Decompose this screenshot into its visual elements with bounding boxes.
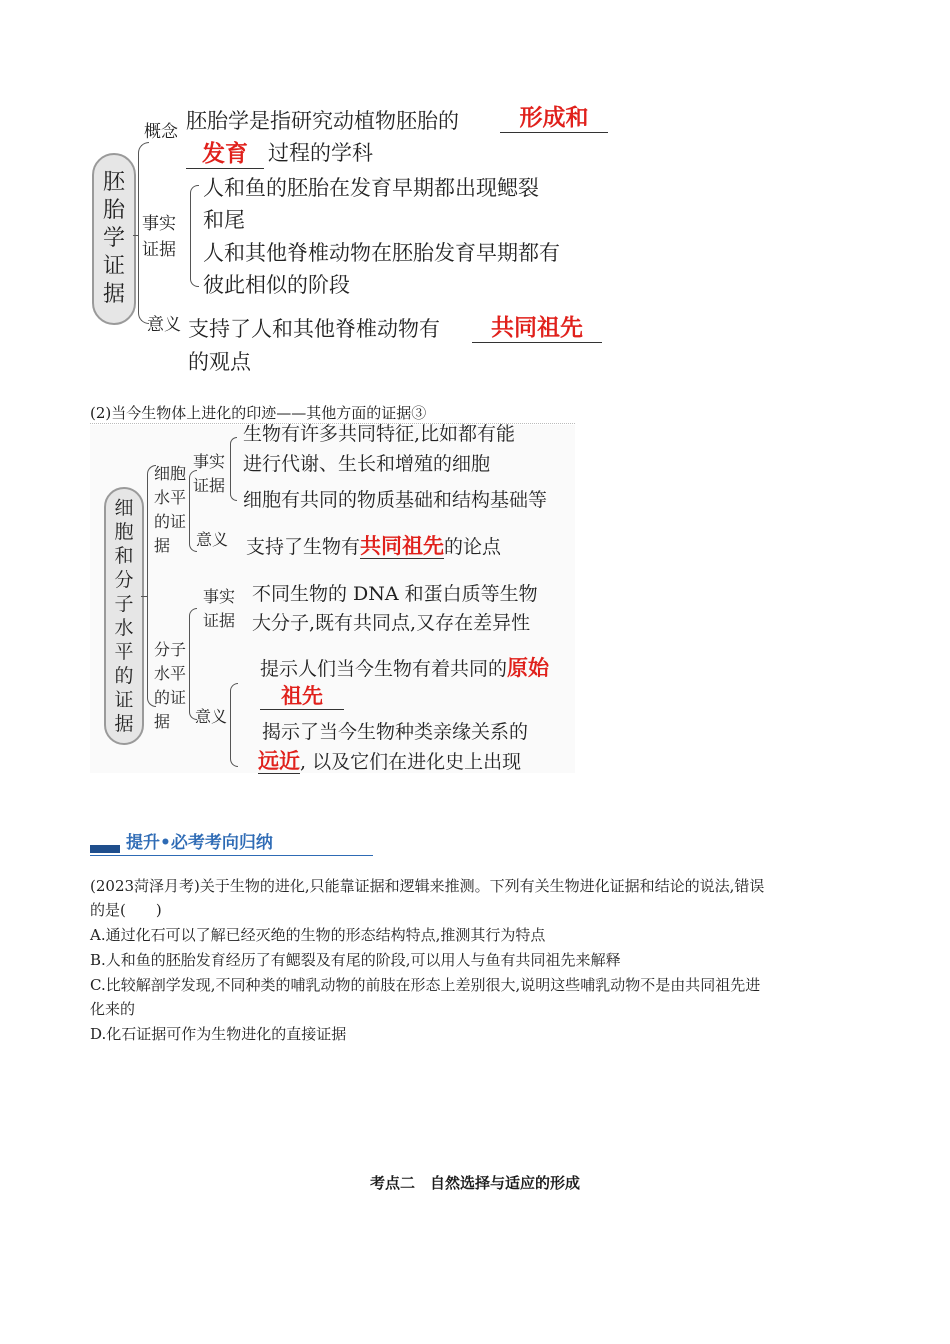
concept-answer-2: 发育 xyxy=(186,140,264,169)
cell-level-label: 细胞 水平 的证 据 xyxy=(154,464,187,555)
meaning-answer: 共同祖先 xyxy=(472,314,602,343)
concept-answer-1: 形成和 xyxy=(500,104,608,133)
molecular-level-label: 分子 水平 的证 据 xyxy=(154,640,187,731)
cell-meaning-answer: 共同祖先 xyxy=(360,534,445,558)
cell-fact-line-3: 细胞有共同的物质基础和结构基础等 xyxy=(243,489,548,511)
concept-label: 概念 xyxy=(144,122,178,142)
molecular-meaning-2-line: 揭示了当今生物种类亲缘关系的 xyxy=(262,721,529,743)
option-d: D.化石证据可作为生物进化的直接证据 xyxy=(90,1025,347,1043)
meaning-text-line2: 的观点 xyxy=(188,350,251,374)
molecular-meaning-2-line-b: 远近, 以及它们在进化史上出现 xyxy=(258,749,522,773)
section-title: 考点二 自然选择与适应的形成 xyxy=(369,1174,580,1192)
root-node-embryology: 胚 胎 学 证 据 xyxy=(92,153,136,325)
molecular-meaning-bracket xyxy=(230,683,238,767)
fact-line-1: 人和鱼的胚胎在发育早期都出现鳃裂 xyxy=(203,176,539,200)
cell-fact-bracket xyxy=(230,437,237,501)
molecular-bracket xyxy=(189,608,197,720)
root-node-cell-molecular: 细 胞 和 分 子 水 平 的 证 据 xyxy=(104,487,144,745)
bracket-stub xyxy=(133,235,138,236)
cell-fact-line-1: 生物有许多共同特征,比如都有能 xyxy=(243,423,516,445)
option-c: C.比较解剖学发现,不同种类的哺乳动物的前肢在形态上差别很大,说明这些哺乳动物不是由共同祖先进 xyxy=(90,976,761,994)
cell-fact-label: 事实 证据 xyxy=(193,452,226,495)
molecular-meaning-answer-3: 远近 xyxy=(258,749,300,773)
bracket-stub-2 xyxy=(141,596,147,597)
fact-bracket xyxy=(190,185,199,287)
cell-meaning-line: 支持了生物有共同祖先的论点 xyxy=(246,534,502,558)
molecular-meaning-label: 意义 xyxy=(195,707,228,726)
promo-heading-rule xyxy=(90,855,373,856)
molecular-fact-line-2: 大分子,既有共同点,又存在差异性 xyxy=(252,612,531,634)
fact-line-2: 和尾 xyxy=(203,208,245,232)
option-b: B.人和鱼的胚胎发育经历了有鳃裂及有尾的阶段,可以用人与鱼有共同祖先来解释 xyxy=(90,951,621,969)
fact-label: 事实 证据 xyxy=(142,214,176,260)
concept-text-line2: 过程的学科 xyxy=(268,141,373,165)
molecular-meaning-answer-2: 祖先 xyxy=(260,683,344,710)
meaning-text-line1: 支持了人和其他脊椎动物有 xyxy=(188,317,440,341)
fact-line-3: 人和其他脊椎动物在胚胎发育早期都有 xyxy=(203,241,560,265)
promo-heading: 提升•必考考向归纳 xyxy=(126,833,273,853)
promo-heading-bar xyxy=(90,845,120,853)
concept-text-line1: 胚胎学是指研究动植物胚胎的 xyxy=(186,109,459,133)
option-a: A.通过化石可以了解已经灭绝的生物的形态结构特点,推测其行为特点 xyxy=(90,926,546,944)
cell-meaning-label: 意义 xyxy=(196,530,229,549)
molecular-meaning-1-line: 提示人们当今生物有着共同的原始 xyxy=(260,656,550,680)
fact-line-4: 彼此相似的阶段 xyxy=(203,273,350,297)
molecular-fact-line-1: 不同生物的 DNA 和蛋白质等生物 xyxy=(252,583,538,605)
section-2-heading: (2)当今生物体上进化的印迹——其他方面的证据③ xyxy=(90,404,427,422)
molecular-fact-label: 事实 证据 xyxy=(203,587,236,630)
meaning-label: 意义 xyxy=(147,315,181,335)
question-stem-line2: 的是( ) xyxy=(90,901,162,919)
option-c-cont: 化来的 xyxy=(90,1000,136,1018)
molecular-meaning-answer-1: 原始 xyxy=(507,656,550,680)
question-stem-line1: (2023菏泽月考)关于生物的进化,只能靠证据和逻辑来推测。下列有关生物进化证据和结论的说法,错误 xyxy=(90,877,765,895)
cell-fact-line-2: 进行代谢、生长和增殖的细胞 xyxy=(243,453,491,475)
